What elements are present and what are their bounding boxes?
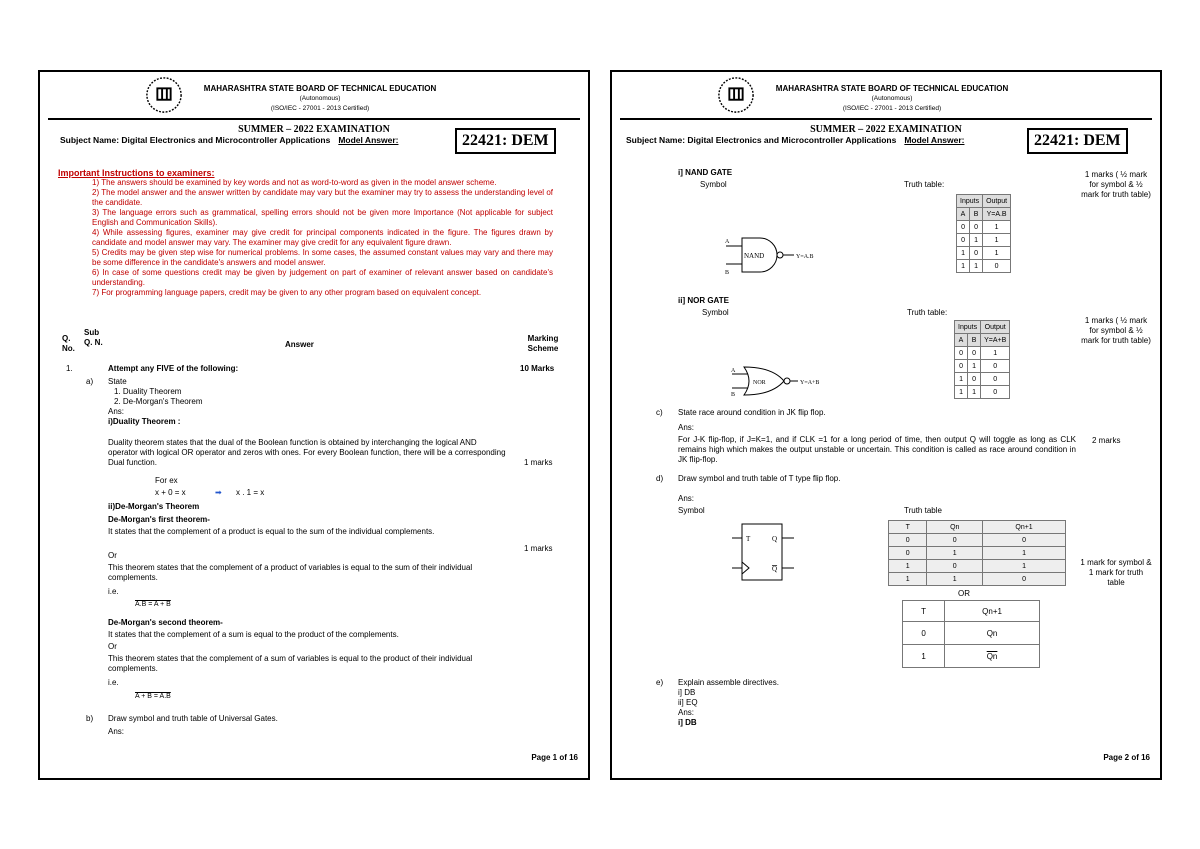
nand-head: i] NAND GATE	[678, 168, 733, 177]
subject-line: Subject Name: Digital Electronics and Microcontroller Applications Model Answer:	[60, 135, 399, 145]
svg-text:B: B	[731, 392, 736, 398]
nand-gate-icon	[726, 234, 846, 278]
col-sub: Sub Q. N.	[84, 328, 103, 347]
equation-1: A.B = A + B	[135, 601, 171, 608]
msbte-logo-icon	[145, 76, 183, 114]
page-number: Page 2 of 16	[1103, 753, 1150, 762]
q-c-body: For J-K flip-flop, if J=K=1, and if CLK =1 for a long period of time, then output Q will toggle as long as CLK remains high which makes the output unstable or uncertain. This condition is called as race around condition in JK flip-flop.	[678, 435, 1076, 464]
q1-number: 1.	[66, 364, 73, 373]
instructions: Important Instructions to examiners: 1) The answers should be examined by key words and not as word-to-word as given in the model answer scheme. 2) The model answer and the answer written by candidate may vary but the examiner may try to assess the understanding level of the candidate. 3) The language errors such as grammatical, spelling errors should not be given more Importance (Not applicable for subject English and Communication Skills). 4) While assessing figures, examiner may give credit for principal components indicated in the figure. The figures drawn by candidate and model answer may vary. The examiner may give credit for any equivalent figure drawn. 5) Credits may be given step wise for numerical problems. In some cases, the assumed constant values may vary and there may be some difference in the candidate's answers and model answer. 6) In case of some questions credit may be given by judgement on part of examiner of relevant answer based on candidate's understanding. 7) For programming language papers, credit may be given to any other program based on equivalent concept.	[58, 168, 553, 297]
q1-marks: 10 Marks	[520, 364, 555, 373]
ie-1: i.e.	[108, 587, 119, 596]
ans-d: Ans:	[678, 494, 695, 503]
col-q: Q. No.	[62, 334, 75, 353]
nor-head: ii] NOR GATE	[678, 296, 729, 305]
nor-truth-label: Truth table:	[907, 308, 948, 317]
equation-2: A + B = A.B	[135, 693, 171, 700]
q-a: a)	[86, 377, 94, 386]
exam-title: SUMMER – 2022 EXAMINATION	[810, 124, 962, 135]
q-a-body: State 1. Duality Theorem 2. De-Morgan's Theorem Ans: i)Duality Theorem :	[108, 377, 203, 426]
col-marks: Marking Scheme	[527, 334, 559, 353]
example-2: x . 1 = x	[236, 488, 265, 497]
svg-text:NOR: NOR	[753, 380, 766, 386]
example-1: x + 0 = x	[155, 488, 186, 497]
svg-text:Y=A+B: Y=A+B	[800, 380, 820, 386]
demorgan-2-head: De-Morgan's second theorem-	[108, 618, 223, 627]
demorgan-2-text: It states that the complement of a sum is equal to the product of the complements.	[108, 630, 399, 639]
demorgan-2-text2: This theorem states that the complement of a sum of variables is equal to the product of their individual complements.	[108, 654, 473, 673]
c-marks: 2 marks	[1092, 436, 1121, 445]
nand-truth-table: Inputs Output A B Y=A.B 0 0 1 0 1 1 1 0 1 1 1 0	[956, 194, 1011, 273]
page-1	[38, 70, 590, 780]
ans-b: Ans:	[108, 727, 125, 736]
svg-text:A: A	[725, 239, 730, 245]
q1-text: Attempt any FIVE of the following:	[108, 364, 239, 373]
q-b: b)	[86, 714, 94, 723]
board-name: MAHARASHTRA STATE BOARD OF TECHNICAL EDUCATION (Autonomous) (ISO/IEC - 27001 - 2013 Certified)	[775, 84, 1009, 112]
t-symbol-label: Symbol	[678, 506, 705, 515]
svg-text:Y=A.B: Y=A.B	[796, 254, 814, 260]
svg-text:Q: Q	[772, 535, 778, 543]
d-marks: 1 mark for symbol & 1 mark for truth table	[1080, 558, 1152, 587]
svg-text:NAND: NAND	[744, 252, 765, 260]
nand-symbol-label: Symbol	[700, 180, 727, 189]
nor-gate-icon	[732, 364, 842, 398]
svg-text:Q: Q	[772, 565, 778, 573]
marks-demorgan: 1 marks	[524, 544, 553, 553]
or-1: Or	[108, 551, 117, 560]
nor-truth-table: Inputs Output A B Y=A+B 0 0 1 0 1 0 1 0 0 1 1 0	[954, 320, 1010, 399]
q-c-text: State race around condition in JK flip flop.	[678, 408, 826, 417]
or-t: OR	[958, 589, 970, 598]
board-name: MAHARASHTRA STATE BOARD OF TECHNICAL EDUCATION (Autonomous) (ISO/IEC - 27001 - 2013 Certified)	[203, 84, 437, 112]
q-e: e)	[656, 678, 664, 687]
arrow-right-icon: ➡	[215, 488, 222, 497]
t-truth-table-2: T Qn+1 0 Qn 1 $\overline{Qn}$	[902, 600, 1040, 668]
q-d: d)	[656, 474, 664, 483]
demorgan-1-text2: This theorem states that the complement of a product of variables is equal to the sum of their individual complements.	[108, 563, 473, 582]
q-b-text: Draw symbol and truth table of Universal Gates.	[108, 714, 278, 723]
demorgan-1-text: It states that the complement of a product is equal to the sum of the individual complements.	[108, 527, 435, 536]
demorgan-head: ii)De-Morgan's Theorem	[108, 502, 200, 511]
svg-text:B: B	[725, 270, 730, 276]
t-truth-table: T Qn Qn+1 0 0 0 0 1 1 1 0 1 1 1 0	[888, 520, 1066, 586]
nor-marks: 1 marks ( ½ mark for symbol & ½ mark for truth table)	[1081, 316, 1151, 345]
exam-title: SUMMER – 2022 EXAMINATION	[238, 124, 390, 135]
svg-text:A: A	[731, 368, 736, 374]
nand-truth-label: Truth table:	[904, 180, 945, 189]
subject-code: 22421: DEM	[1027, 128, 1128, 154]
ie-2: i.e.	[108, 678, 119, 687]
or-2: Or	[108, 642, 117, 651]
q-d-text: Draw symbol and truth table of T type flip flop.	[678, 474, 841, 483]
t-truth-label: Truth table	[904, 506, 942, 515]
q-e-body: Explain assemble directives. i] DB ii] EQ Ans: i] DB	[678, 678, 779, 727]
q-c: c)	[656, 408, 663, 417]
nor-symbol-label: Symbol	[702, 308, 729, 317]
svg-text:T: T	[746, 535, 751, 543]
subject-code: 22421: DEM	[455, 128, 556, 154]
ans-c: Ans:	[678, 423, 695, 432]
subject-line: Subject Name: Digital Electronics and Microcontroller Applications Model Answer:	[626, 135, 965, 145]
nand-marks: 1 marks ( ½ mark for symbol & ½ mark for truth table)	[1081, 170, 1151, 199]
msbte-logo-icon	[717, 76, 755, 114]
page-2	[610, 70, 1162, 780]
for-ex: For ex	[155, 476, 178, 485]
duality-text: Duality theorem states that the dual of the Boolean function is obtained by interchanging the logical AND operator with logical OR operator and zeros with ones. For every Boolean function, there will be a corresponding Dual function.	[108, 438, 506, 467]
t-flipflop-icon	[732, 522, 796, 584]
demorgan-1-head: De-Morgan's first theorem-	[108, 515, 210, 524]
page-number: Page 1 of 16	[531, 753, 578, 762]
marks-duality: 1 marks	[524, 458, 553, 467]
col-answer: Answer	[285, 340, 314, 349]
